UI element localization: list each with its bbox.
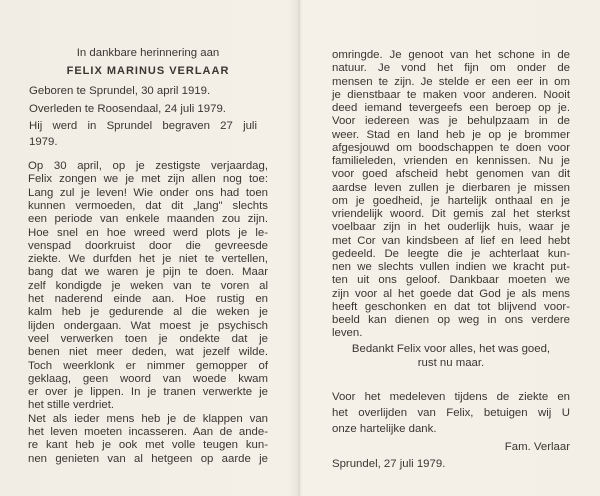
- text-line: leven.: [332, 327, 363, 340]
- text-line: zelf kondigde je weken van te voren al: [28, 279, 268, 292]
- farewell-line: rust nu maar.: [417, 357, 485, 369]
- life-fact-line: 1979.: [29, 136, 58, 148]
- text-line: het stille verdriet.: [28, 399, 115, 412]
- text-line: afgesjouwd om boodschappen te doen voor: [332, 141, 570, 154]
- thanks-line: Voor het medeleven tijdens de ziekte en: [332, 391, 570, 403]
- text-line: Lang zul je leven! Wie onder ons had toen: [28, 186, 268, 199]
- text-line: mensen te zijn. Je stelde er een eer in om: [332, 75, 570, 88]
- text-line: veel verwerken toen je ondekte dat je: [28, 332, 268, 345]
- text-line: bang dat we waren je pijn te doen. Maar: [28, 266, 268, 279]
- text-line: Voor iedereen was je behulpzaam in de: [332, 115, 570, 128]
- text-line: natuur. Je vond het fijn om onder de: [332, 62, 570, 75]
- memorial-heading: In dankbare herinnering aan: [76, 47, 220, 59]
- text-line: vriendelijk woord. Dit gemis zal het sterkst: [332, 208, 570, 220]
- text-line: aardse leven zullen je dierbaren je missen: [332, 181, 570, 194]
- text-line: Op 30 april, op je zestigste verjaardag,: [28, 160, 268, 172]
- text-line: kalm heb je gedurende al die weken je: [28, 306, 268, 319]
- family-signature: Fam. Verlaar: [504, 441, 570, 453]
- life-fact-line: Hij werd in Sprundel begraven 27 juli: [29, 120, 257, 132]
- life-fact-line: Geboren te Sprundel, 30 april 1919.: [29, 85, 211, 97]
- text-line: gedeeld. De leegte die je achterlaat kun-: [332, 247, 570, 260]
- text-line: re kant heb je ook met volle teugen kun-: [28, 439, 268, 452]
- text-line: omringde. Je genoot van het schone in de: [332, 49, 570, 61]
- text-line: familieleden, vrienden en kennissen. Nu je: [332, 155, 570, 167]
- text-line: nen genieten van al hetgeen op aarde je: [28, 452, 268, 465]
- thanks-line: het overlijden van Felix, betuigen wij U: [332, 407, 570, 419]
- text-line: met Cor van kindsbeen af lief en leed hebt: [332, 234, 570, 247]
- text-line: je dienstbaar te maken voor anderen. Nooit: [332, 88, 570, 101]
- text-line: Hoe snel en hoe wreed werd plots je le-: [28, 226, 268, 239]
- text-line: Net als ieder mens heb je de klappen van: [28, 412, 268, 425]
- text-line: venspad doorkruist door die gevreesde: [28, 239, 268, 252]
- text-line: voelbaar zijn in het ouderlijk huis, waar je: [332, 221, 570, 234]
- text-line: weer. Stad en land heb je op je brommer: [332, 128, 570, 141]
- text-line: ziekte. We durfden het je niet te vertellen,: [28, 253, 268, 266]
- text-line: beeld kan dienen op weg in ons verdere: [332, 314, 570, 326]
- deceased-name: FELIX MARINUS VERLAAR: [66, 65, 230, 77]
- text-line: ten uit ons geloof. Dankbaar moeten we: [332, 274, 570, 287]
- text-line: deed iemand tevergeefs een beroep op je.: [332, 102, 570, 114]
- text-line: zijn voor al het goede dat God je als mens: [332, 287, 570, 300]
- card-fold: [298, 0, 300, 496]
- farewell-line: Bedankt Felix voor alles, het was goed,: [351, 343, 551, 355]
- text-line: heeft geschonken en dat tot blijvend voor-: [332, 300, 570, 313]
- text-line: benen niet meer deden, wat jezelf wilde.: [28, 346, 268, 359]
- text-line: om je goedheid, je hartelijk onthaal en je: [332, 194, 570, 207]
- text-line: Felix zongen we je met zijn allen nog toe:: [28, 173, 268, 186]
- thanks-line: onze hartelijke dank.: [332, 423, 437, 435]
- text-line: er over je lippen. In je tranen verwerkte je: [28, 386, 268, 399]
- text-line: Toch weerklonk er nimmer gemopper of: [28, 359, 268, 372]
- text-line: lijden ondergaan. Wat moest je psychisch: [28, 319, 268, 332]
- text-line: het leven moeten incasseren. Aan de ande-: [28, 426, 268, 438]
- text-line: het naderend einde aan. Hoe rustig en: [28, 293, 268, 305]
- text-line: voor goed afscheid hebt genomen van dit: [332, 168, 570, 181]
- text-line: geklaag, geen woord van woede kwam: [28, 372, 268, 385]
- text-line: een periode van enkele maanden zou zijn.: [28, 213, 268, 226]
- life-fact-line: Overleden te Roosendaal, 24 juli 1979.: [29, 103, 226, 115]
- text-line: kunnen vermoeden, dat dit „lang" slechts: [28, 199, 268, 212]
- place-date: Sprundel, 27 juli 1979.: [332, 458, 446, 470]
- text-line: nen we slechts vullen indien we kracht put-: [332, 261, 570, 273]
